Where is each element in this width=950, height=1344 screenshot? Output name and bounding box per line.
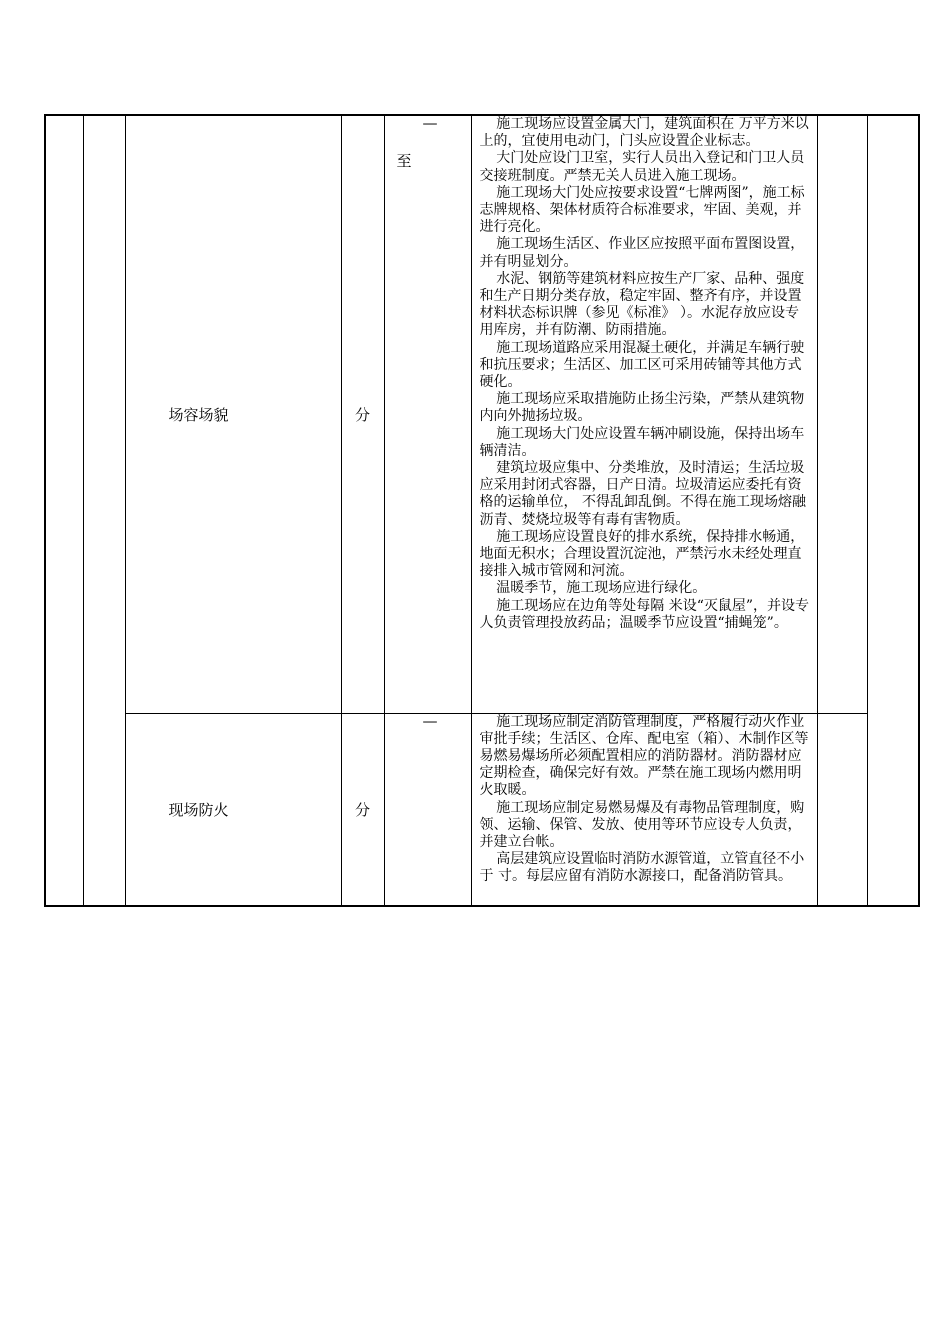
requirement-paragraph: 施工现场应在边角等处每隔 米设“灭鼠屋”，并设专人负责管理投放药品；温暖季节应设置“捕蝇笼”。 — [479, 597, 810, 631]
deduction-cell — [817, 115, 867, 713]
deduction-cell — [817, 713, 867, 906]
requirement-paragraph: 高层建筑应设置临时消防水源管道，立管直径不小于 寸。每层应留有消防水源接口，配备消防管具。 — [479, 851, 805, 885]
category-cell — [83, 115, 125, 906]
requirement-paragraph: 施工现场生活区、作业区应按照平面布置图设置， 并有明显划分。 — [479, 236, 805, 270]
range-to: 至 — [396, 152, 412, 170]
requirement-paragraph: 施工现场应采取措施防止扬尘污染，严禁从建筑物内向外抛扬垃圾。 — [479, 391, 805, 425]
remark-cell — [867, 115, 919, 906]
score-unit: 分 — [354, 405, 370, 424]
requirement-paragraph: 温暖季节，施工现场应进行绿化。 — [496, 580, 707, 597]
check-item-cell — [125, 713, 341, 906]
requirement-paragraph: 建筑垃圾应集中、分类堆放，及时清运；生活垃圾应采用封闭式容器，日产日清。垃圾清运应委托有资格的运输单位， 不得乱卸乱倒。不得在施工现场熔融沥青、焚烧垃圾等有毒有害物质。 — [479, 460, 806, 528]
score-unit: 分 — [354, 800, 370, 819]
range-dash: — — [422, 114, 438, 132]
requirement-paragraph: 施工现场应制定消防管理制度，严格履行动火作业审批手续；生活区、仓库、配电室（箱）、木制作区等易燃易爆场所必须配置相应的消防器材。消防器材应定期检查，确保完好有效。严禁在施工现场内燃用明火取暖。 — [479, 713, 809, 799]
table-row — [45, 115, 919, 713]
requirement-paragraph: 施工现场应设置良好的排水系统，保持排水畅通，地面无积水；合理设置沉淀池，严禁污水未经处理直接排入城市管网和河流。 — [479, 528, 805, 580]
requirement-paragraph: 施工现场大门处应设置车辆冲刷设施，保持出场车辆清洁。 — [479, 425, 805, 459]
requirement-paragraph: 施工现场应设置金属大门，建筑面积在 万平方米以上的，宜使用电动门，门头应设置企业标志。 — [479, 116, 809, 150]
range-dash: — — [422, 711, 438, 730]
check-item-label: 现场防火 — [168, 800, 229, 819]
table-row — [45, 713, 919, 906]
deduction-range-cell — [384, 713, 471, 906]
requirement-paragraph: 水泥、钢筋等建筑材料应按生产厂家、品种、强度和生产日期分类存放，稳定牢固、整齐有序，并设置材料状态标识牌（参见《标准》 ）。水泥存放应设专用库房，并有防潮、防雨措施。 — [479, 270, 805, 339]
deduction-range-cell — [384, 115, 471, 713]
requirement-text-cell — [471, 713, 817, 906]
requirement-paragraph: 施工现场应制定易燃易爆及有毒物品管理制度，购领、运输、保管、发放、使用等环节应设专人负责， 并建立台帐。 — [479, 799, 805, 850]
requirement-paragraph: 大门处应设门卫室，实行人员出入登记和门卫人员交接班制度。严禁无关人员进入施工现场。 — [479, 150, 805, 184]
requirement-paragraph: 施工现场大门处应按要求设置“七牌两图”，施工标志牌规格、架体材质符合标准要求，牢固、美观，并进行亮化。 — [479, 184, 805, 236]
inspection-table — [44, 114, 920, 907]
index-cell — [45, 115, 83, 906]
requirement-paragraph: 施工现场道路应采用混凝土硬化，并满足车辆行驶和抗压要求；生活区、加工区可采用砖铺等其他方式硬化。 — [479, 339, 805, 391]
score-cell — [341, 713, 384, 906]
check-item-label: 场容场貌 — [168, 405, 229, 424]
score-cell — [341, 115, 384, 713]
check-item-cell — [125, 115, 341, 713]
requirement-text-cell — [471, 115, 817, 713]
